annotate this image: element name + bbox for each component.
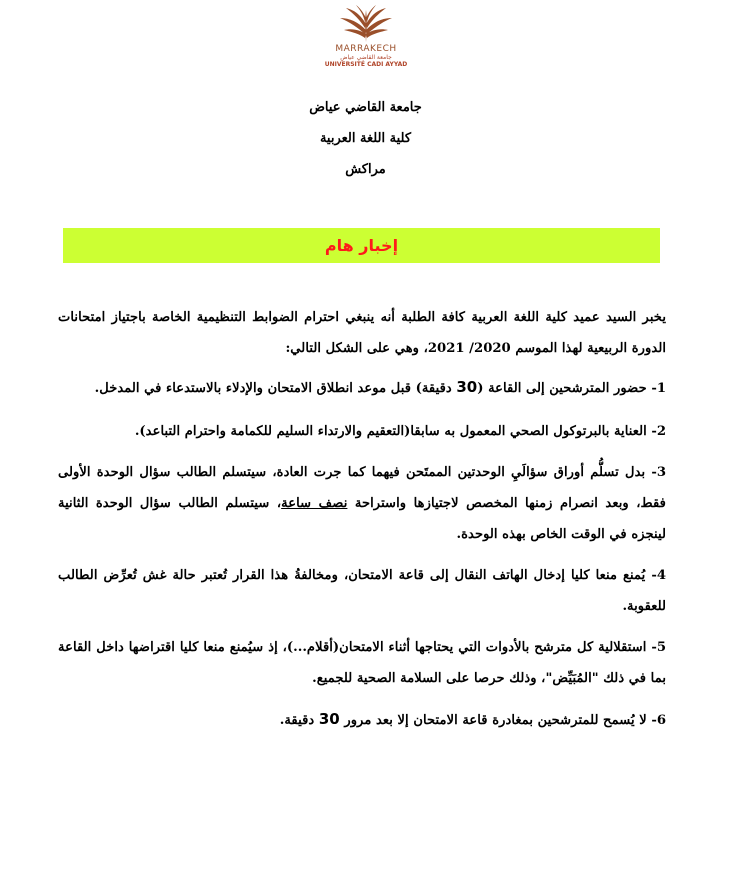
university-logo [316, 4, 416, 82]
rule-item-3: 3- بدل تسلُّم أوراق سؤالَيِ الوحدتين الممتَحن فيهما كما جرت العادة، سيتسلم الطالب سؤال الوحدة الأولى فقط، وبعد انصرام زمنها المخصص لاجتيازها واستراحة نصف ساعة، سيتسلم الطالب سؤال الوحدة الثانية لينجزه في الوقت الخاص بهذه الوحدة. [58, 465, 666, 542]
announcement-body [58, 302, 666, 748]
logo-city-word: MARRAKECH [335, 44, 397, 54]
minutes-number: 30 [456, 378, 478, 396]
palm-emblem-icon [336, 4, 396, 44]
rule-item-4: 4- يُمنع منعا كليا إدخال الهاتف النقال إلى قاعة الامتحان، ومخالفةُ هذا القرار تُعتبر حالة غش تُعرِّض الطالب للعقوبة. [58, 568, 666, 614]
rule-item-5: 5- استقلالية كل مترشح بالأدوات التي يحتاجها أثناء الامتحان(أقلام...)، إذ سيُمنع منعا كليا اقتراضها داخل القاعة بما في ذلك "المُبَيِّض"، وذلك حرصا على السلامة الصحية للجميع. [58, 640, 666, 686]
faculty-name: كلية اللغة العربية [319, 131, 412, 146]
intro-paragraph: يخبر السيد عميد كلية اللغة العربية كافة الطلبة أنه ينبغي احترام الضوابط التنظيمية الخاصة باجتياز امتحانات الدورة الربيعية لهذا الموسم 2020/ 2021، وهي على الشكل التالي: [58, 310, 666, 356]
announcement-banner [63, 228, 660, 263]
rule-item-1: 1- حضور المترشحين إلى القاعة (30 دقيقة) قبل موعد انطلاق الامتحان والإدلاء بالاستدعاء في المدخل. [94, 378, 666, 396]
rule-item-6: 6- لا يُسمح للمترشحين بمغادرة قاعة الامتحان إلا بعد مرور 30 دقيقة. [279, 710, 666, 728]
logo-french-name: UNIVERSITÉ CADI AYYAD [324, 61, 408, 68]
logo-arabic-name: جامعة القاضي عياض [340, 54, 392, 61]
university-name: جامعة القاضي عياض [309, 100, 422, 115]
underlined-phrase: نصف ساعة [281, 496, 348, 511]
city-name: مراكش [345, 162, 386, 177]
institution-header [0, 92, 731, 185]
minutes-number: 30 [318, 710, 340, 728]
rule-item-2: 2- العناية بالبرتوكول الصحي المعمول به سابقا(التعقيم والارتداء السليم للكمامة واحترام التباعد). [134, 424, 666, 439]
announcement-title: إخبار هام [324, 236, 399, 255]
